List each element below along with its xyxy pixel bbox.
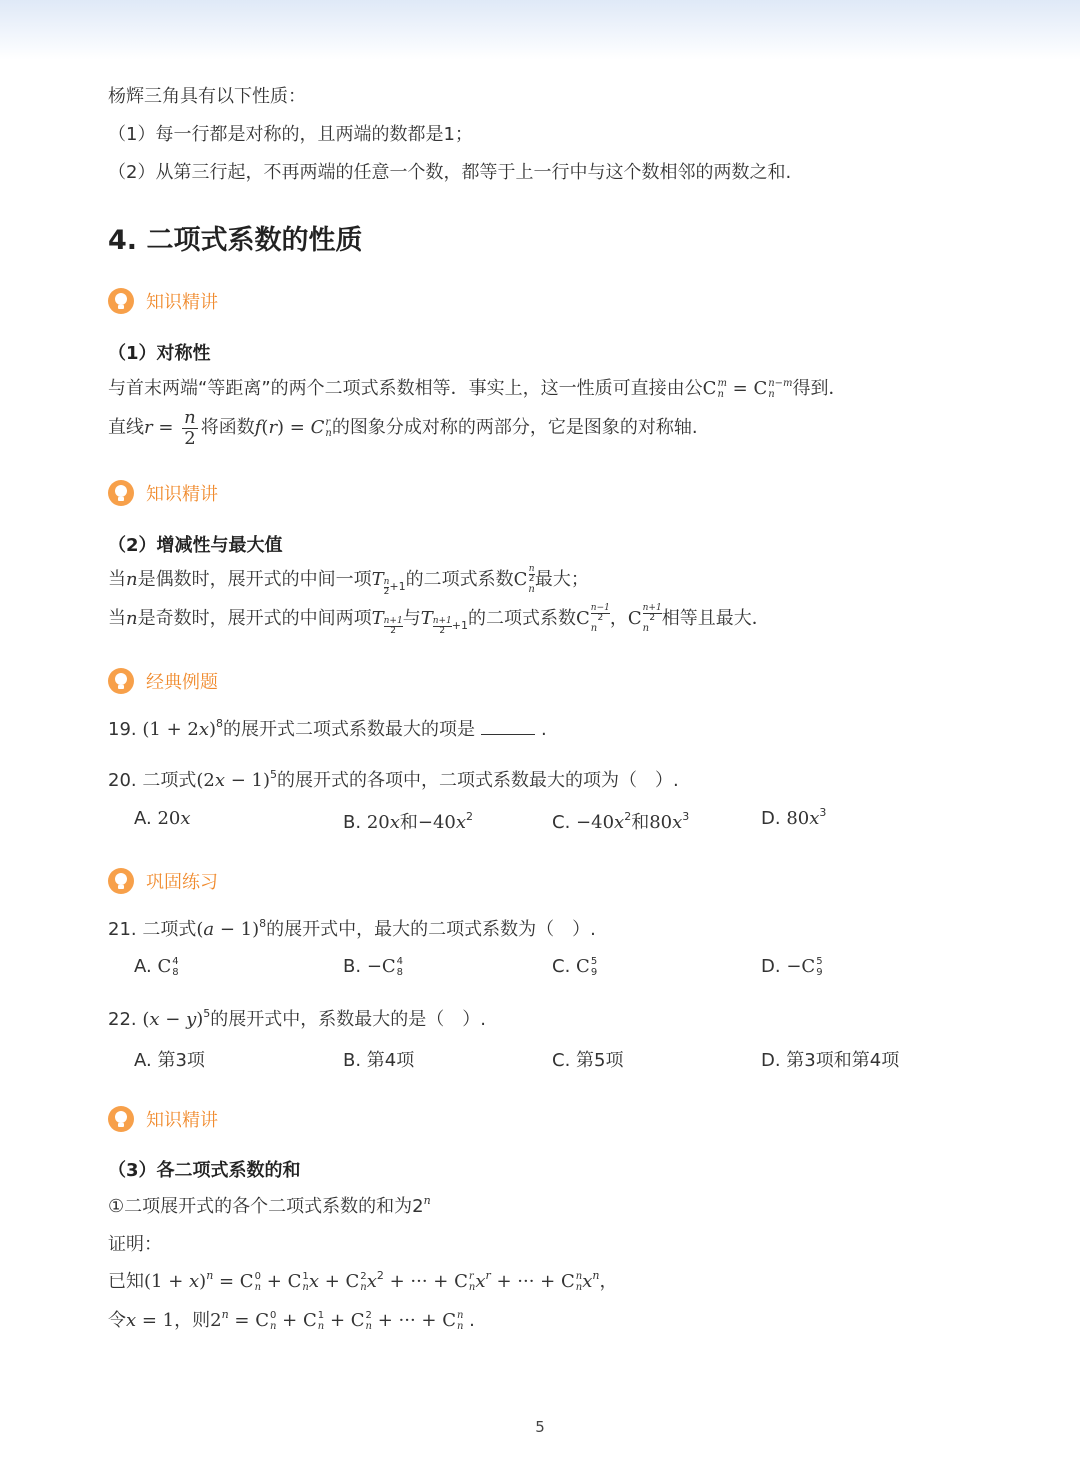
sum-line-4: 令x = 1，则$2^n = C$ 0 n + C 1 n + C 2 n + ··· + C n n . <box>108 1308 475 1332</box>
option-and: 和 <box>631 812 650 833</box>
text-equal-max: 相等且最大． <box>661 608 770 629</box>
section-label-examples <box>108 668 218 694</box>
question-text: 二项式 <box>142 770 197 791</box>
question-number: 22. <box>108 1009 137 1030</box>
symmetry-line-2: 直线r = $\frac{n}{2}$ 将函数f(r) = C r n 的图象分成对称的两部分，它是图象的对称轴. <box>108 406 698 449</box>
option-letter: B. <box>343 956 362 977</box>
text-then: ，则 <box>174 1310 211 1331</box>
question-end: . <box>541 719 547 740</box>
section-heading: 4. 二项式系数的性质 <box>108 225 363 256</box>
q21-option-b[interactable]: B. −C 4 8 <box>343 956 404 978</box>
question-number: 19. <box>108 719 137 740</box>
question-text: 的展开式的各项中，二项式系数最大的项为（ ）. <box>277 770 679 791</box>
section-label-knowledge-2 <box>108 480 218 506</box>
section-label-text: 知识精讲 <box>146 484 218 505</box>
question-text: 的展开式中，最大的二项式系数为（ ）. <box>266 919 596 940</box>
sum-title: （3）各二项式系数的和 <box>108 1160 301 1181</box>
text-line: 直线 <box>108 417 144 438</box>
lightbulb-icon <box>108 480 134 506</box>
text-max: 最大； <box>534 569 589 590</box>
q20-option-d[interactable]: D. $80x^3$ <box>761 806 827 829</box>
q22-option-c[interactable]: C. 第5项 <box>552 1050 624 1071</box>
question-19: 19. $(1 + 2x)^8$的展开式二项式系数最大的项是 . <box>108 717 547 740</box>
question-text: 二项式 <box>142 919 197 940</box>
q21-option-d[interactable]: D. −C 5 9 <box>761 956 823 978</box>
text-coef: 的二项式系数 <box>468 608 576 629</box>
formula-symmetry: C m n = C n−m n <box>702 378 793 400</box>
q21-option-c[interactable]: C. C 5 9 <box>552 956 598 978</box>
text-coef: 的二项式系数 <box>405 569 514 590</box>
option-letter: C. <box>552 956 571 977</box>
q20-option-a[interactable]: A. 20x <box>134 808 191 829</box>
section-label-text: 知识精讲 <box>146 292 218 313</box>
section-label-text: 经典例题 <box>146 672 218 693</box>
sum-line-1: ①二项展开式的各个二项式系数的和为2$^n$ <box>108 1194 431 1217</box>
option-letter: A. <box>134 956 152 977</box>
question-22: 22. $(x - y)^5$的展开式中，系数最大的是（ ）. <box>108 1007 487 1030</box>
text-function: 将函数 <box>200 417 255 438</box>
option-letter: B. <box>343 812 362 833</box>
section-label-knowledge-1 <box>108 288 218 314</box>
question-text: 的展开式中，系数最大的是（ ）. <box>210 1009 487 1030</box>
answer-blank[interactable] <box>481 718 535 735</box>
q20-option-c[interactable]: C. $-40x^2$和$80x^3$ <box>552 810 690 833</box>
option-letter: D. <box>761 808 781 829</box>
intro-line-1: 杨辉三角具有以下性质： <box>108 86 306 107</box>
question-number: 21. <box>108 919 137 940</box>
text-let: 令 <box>108 1310 126 1331</box>
symmetry-title: （1）对称性 <box>108 343 211 364</box>
option-letter: C. <box>552 812 571 833</box>
section-label-text: 巩固练习 <box>146 872 218 893</box>
symmetry-text: 与首末两端“等距离”的两个二项式系数相等．事实上，这一性质可直接由公 <box>108 378 703 399</box>
question-number: 20. <box>108 770 137 791</box>
text-symmetric: 的图象分成对称的两部分，它是图象的对称轴. <box>331 417 698 438</box>
option-letter: D. <box>761 956 781 977</box>
question-21: 21. 二项式$(a - 1)^8$的展开式中，最大的二项式系数为（ ）. <box>108 917 596 940</box>
intro-line-2: （1）每一行都是对称的，且两端的数都是1； <box>108 124 473 145</box>
question-text: 的展开式二项式系数最大的项是 <box>223 719 476 740</box>
text-even: 是偶数时，展开式的中间一项 <box>137 569 372 590</box>
question-20: 20. 二项式$(2x - 1)^5$的展开式的各项中，二项式系数最大的项为（ ）. <box>108 768 679 791</box>
option-letter: A. <box>134 808 152 829</box>
monotonic-line-1: 当n是偶数时，展开式的中间一项T $_{\frac{n}{2} +1}$的二项式系数C n 2 n 最大； <box>108 564 589 597</box>
q20-option-b[interactable]: B. 20x和$-40x^2$ <box>343 810 474 833</box>
q22-option-b[interactable]: B. 第4项 <box>343 1050 415 1071</box>
section-label-text: 知识精讲 <box>146 1110 218 1131</box>
lightbulb-icon <box>108 1106 134 1132</box>
q21-option-a[interactable]: A. C 4 8 <box>134 956 179 978</box>
sum-statement: ①二项展开式的各个二项式系数的和为2 <box>108 1196 424 1217</box>
proof-label: 证明： <box>108 1234 162 1255</box>
text-when: 当 <box>108 608 126 629</box>
fraction-n-over-2: $\frac{n}{2}$ <box>184 406 196 449</box>
page-number: 5 <box>535 1418 545 1436</box>
symmetry-end: 得到． <box>792 378 847 399</box>
section-label-practice <box>108 868 218 894</box>
section-label-knowledge-3 <box>108 1106 218 1132</box>
symmetry-line-1 <box>108 377 847 401</box>
text-when: 当 <box>108 569 126 590</box>
text-odd: 是奇数时，展开式的中间两项 <box>137 608 372 629</box>
lightbulb-icon <box>108 868 134 894</box>
q22-option-a[interactable]: A. 第3项 <box>134 1050 205 1071</box>
text-and: 与 <box>402 608 421 629</box>
q22-option-d[interactable]: D. 第3项和第4项 <box>761 1050 900 1071</box>
monotonic-title: （2）增减性与最大值 <box>108 535 283 556</box>
text-comma: ， <box>609 608 628 629</box>
sum-line-3: 已知$(1 + x)^n = C$ 0 n + C 1 n x + C 2 n $x^2$ + ··· + C r n $x^r$ + ··· + C n n $x^n$， <box>108 1269 618 1293</box>
lightbulb-icon <box>108 288 134 314</box>
text-given: 已知 <box>108 1271 144 1292</box>
option-and: 和 <box>399 812 418 833</box>
lightbulb-icon <box>108 668 134 694</box>
intro-line-3: （2）从第三行起，不再两端的任意一个数，都等于上一行中与这个数相邻的两数之和. <box>108 162 792 183</box>
top-banner <box>0 0 1080 60</box>
monotonic-line-2: 当n是奇数时，展开式的中间两项T $_{\frac{n+1}{2}}$ 与T $_{\frac{n+1}{2} +1}$的二项式系数C n−1 2 n ，C n+1 2 n 相等且最大． <box>108 603 770 636</box>
